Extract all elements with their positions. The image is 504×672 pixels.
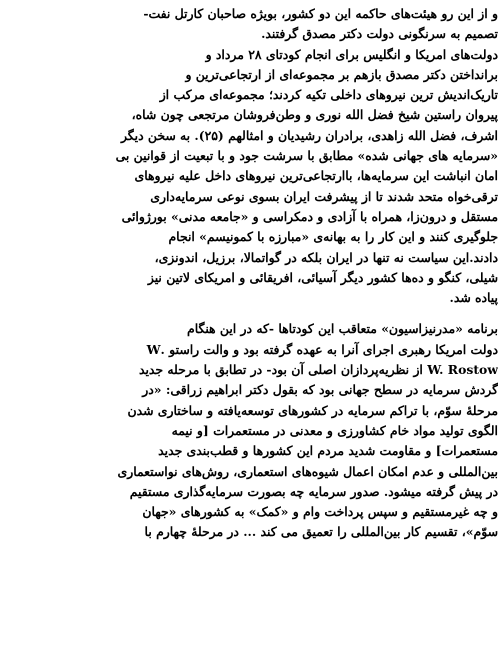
text-line: دادند.این سیاست نه تنها در ایران بلکه در گواتمالا، برزیل، اندونزی، <box>154 249 498 265</box>
text-line: در پیش گرفته میشود. صدور سرمایه چه بصورت سرمایه‌گذاری مستقیم <box>129 483 498 499</box>
paragraph-gap <box>4 308 498 319</box>
text-line: مستعمرات] و مقاومت شدید مردم این کشورها و قطب‌بندی جدید <box>158 443 498 459</box>
text-line: تصمیم به سرنگونی دولت دکتر مصدق گرفتند. <box>261 26 498 42</box>
text-line: برنامه «مدرنیزاسیون» متعاقب این کودتاها -که در این هنگام <box>187 321 498 337</box>
text-line: مستقل و درون‌زا، همراه با آزادی و دمکراسی و «جامعه مدنی» بورژوائی <box>121 208 498 224</box>
text-line: امان انباشت این سرمایه‌ها، باارتجاعی‌ترین نیروهای داخل علیه نیروهای <box>134 168 498 184</box>
text-line: پیاده شد. <box>449 290 498 306</box>
text-line: گردش سرمایه در سطح جهانی بود که بقول دکتر ابراهیم زراقی: «در <box>142 382 498 398</box>
text-line: الگوی تولید مواد خام کشاورزی و معدنی در مستعمرات [و نیمه <box>171 422 498 438</box>
text-line: جلوگیری کنند و این کار را به بهانه‌ی «مبارزه با کمونیسم» انجام <box>168 229 498 245</box>
text-line: و چه غیرمستقیم و سپس پرداخت وام و «کمک» به کشورهای «جهان <box>142 504 498 520</box>
text-line: دولت امریکا رهبری اجرای آنرا به عهده گرفته بود و والت راستو .W <box>146 341 498 357</box>
text-line: دولت‌های امریکا و انگلیس برای انجام کودتای ۲۸ مرداد و <box>205 46 498 62</box>
text-line: «سرمایه های جهانی شده» مطابق با سرشت جود و با تبعیت از قوانین بی <box>115 148 498 164</box>
text-line: پیروان راستین شیخ فضل الله نوری و وطن‌فروشان مرتجعی چون شاه، <box>131 107 498 123</box>
text-line: شیلی، کنگو و ده‌ها کشور دیگر آسیائی، افریقائی و امریکای لاتین نیز <box>147 269 498 285</box>
text-line: W. Rostow از نظریه‌پردازان اصلی آن بود- در تطابق با مرحله جدید <box>138 362 498 378</box>
text-line: سوّم»، تقسیم کار بین‌المللی را تعمیق می کند ... در مرحلهٔ چهارم با <box>144 524 498 540</box>
paragraph <box>4 45 498 309</box>
text-line: بین‌المللی و عدم امکان اعمال شیوه‌های استعماری، روش‌های نواستعماری <box>117 463 498 479</box>
text-line: و از این رو هیئت‌های حاکمه این دو کشور، بویژه صاحبان کارتل نفت- <box>143 6 498 21</box>
text-line: تاریک‌اندیش ترین نیروهای داخلی تکیه کردند؛ مجموعه‌ای مرکب از <box>159 87 498 103</box>
text-line: ترقی‌خواه متحد شدند تا از پیشرفت ایران بسوی نوعی سرمایه‌داری <box>150 188 498 204</box>
text-line: مرحلهٔ سوّم، با تراکم سرمایه در کشورهای توسعه‌یافته و ساختاری شدن <box>127 402 498 418</box>
text-line: برانداختن دکتر مصدق بازهم بر مجموعه‌ای از ارتجاعی‌ترین و <box>185 66 498 82</box>
text-line: اشرف، فضل الله زاهدی، برادران رشیدیان و امثالهم (۲۵). به سخن دیگر <box>120 127 498 143</box>
paragraph <box>4 319 498 542</box>
paragraph <box>4 4 498 45</box>
